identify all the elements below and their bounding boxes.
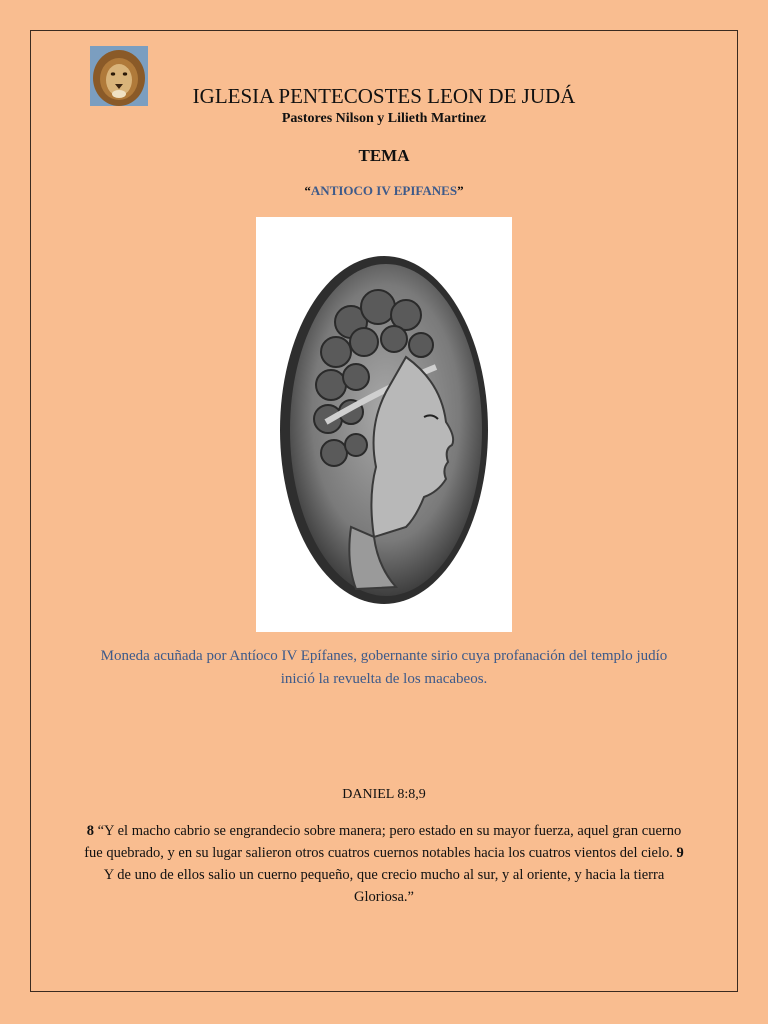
scripture-reference: DANIEL 8:8,9 [342,787,426,802]
pastors-line: Pastores Nilson y Lilieth Martinez [281,111,487,126]
close-quote: ” [457,183,464,198]
coin-image [256,217,512,632]
image-caption [80,645,688,691]
caption-line-1: Moneda acuñada por Antíoco IV Epífanes, gobernante sirio cuya profanación del templo judío [100,648,668,664]
topic-label: TEMA [358,146,410,165]
topic-name [0,183,768,199]
verse-8-text: “Y el macho cabrio se engrandecio sobre manera; pero estado en su mayor fuerza, aquel gran cuerno fue quebrado, y en su lugar salieron otros cuatros cuernos notables hacia los cuatros vientos del cielo. [84,823,682,861]
caption-line-2: inició la revuelta de los macabeos. [280,671,488,687]
verse-9-text: Y de uno de ellos salio un cuerno pequeño, que crecio mucho al sur, y al oriente, y hacia la tierra Gloriosa.” [103,867,665,905]
verse-8-number: 8 [86,823,94,839]
page-title: IGLESIA PENTECOSTES LEON DE JUDÁ [192,84,576,108]
open-quote: “ [304,183,311,198]
scripture-text [80,820,688,908]
topic-name-text: ANTIOCO IV EPIFANES [310,183,458,198]
verse-9-number: 9 [676,845,684,861]
coin-portrait-icon [256,217,512,632]
